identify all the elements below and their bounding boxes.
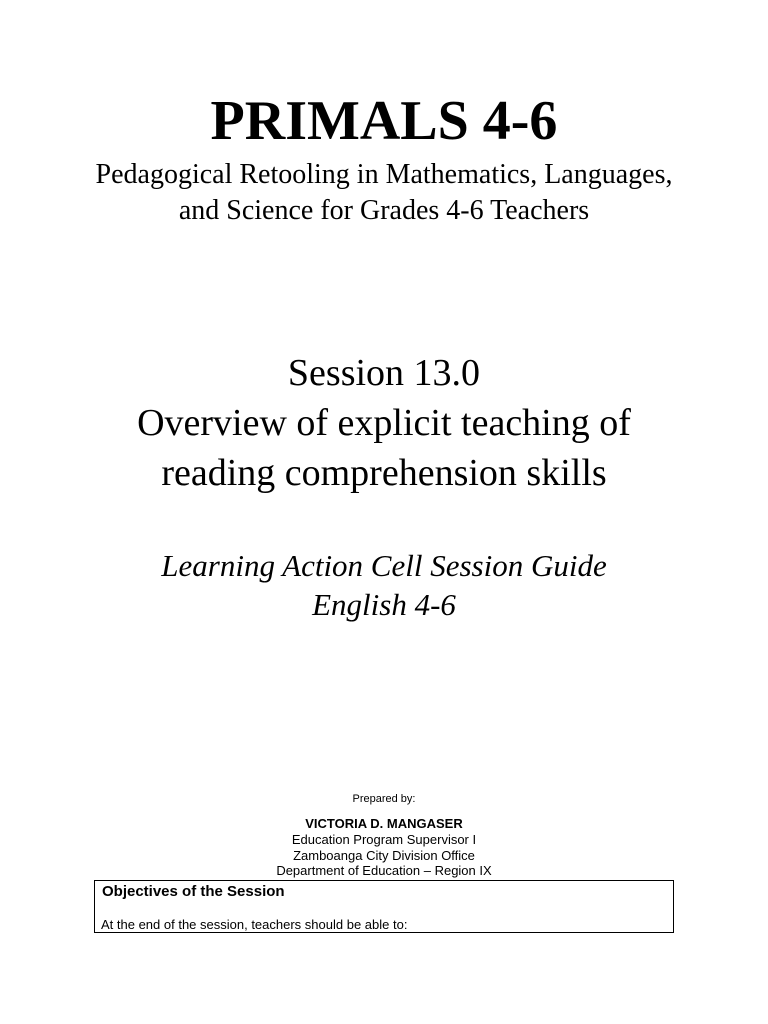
session-heading xyxy=(0,348,768,498)
author-name: VICTORIA D. MANGASER xyxy=(305,816,463,831)
author-position: Education Program Supervisor I xyxy=(291,832,477,847)
objectives-box xyxy=(94,880,674,933)
objectives-heading: Objectives of the Session xyxy=(102,883,285,900)
guide-title xyxy=(0,546,768,624)
author-department: Department of Education – Region IX xyxy=(276,863,492,879)
session-topic-line: Overview of explicit teaching of xyxy=(137,402,631,444)
objectives-intro: At the end of the session, teachers should be able to: xyxy=(101,917,408,932)
session-topic-line: reading comprehension skills xyxy=(161,452,607,494)
prepared-by-label: Prepared by: xyxy=(352,793,416,805)
subtitle-line: and Science for Grades 4-6 Teachers xyxy=(178,195,590,226)
session-number: Session 13.0 xyxy=(287,352,481,394)
author-details xyxy=(0,832,768,879)
document-title: PRIMALS 4-6 xyxy=(210,90,558,152)
guide-title-line: Learning Action Cell Session Guide xyxy=(161,548,607,583)
author-office: Zamboanga City Division Office xyxy=(293,847,475,863)
guide-subject-line: English 4-6 xyxy=(312,587,456,622)
subtitle-line: Pedagogical Retooling in Mathematics, Languages, xyxy=(95,159,673,190)
document-subtitle xyxy=(0,157,768,229)
